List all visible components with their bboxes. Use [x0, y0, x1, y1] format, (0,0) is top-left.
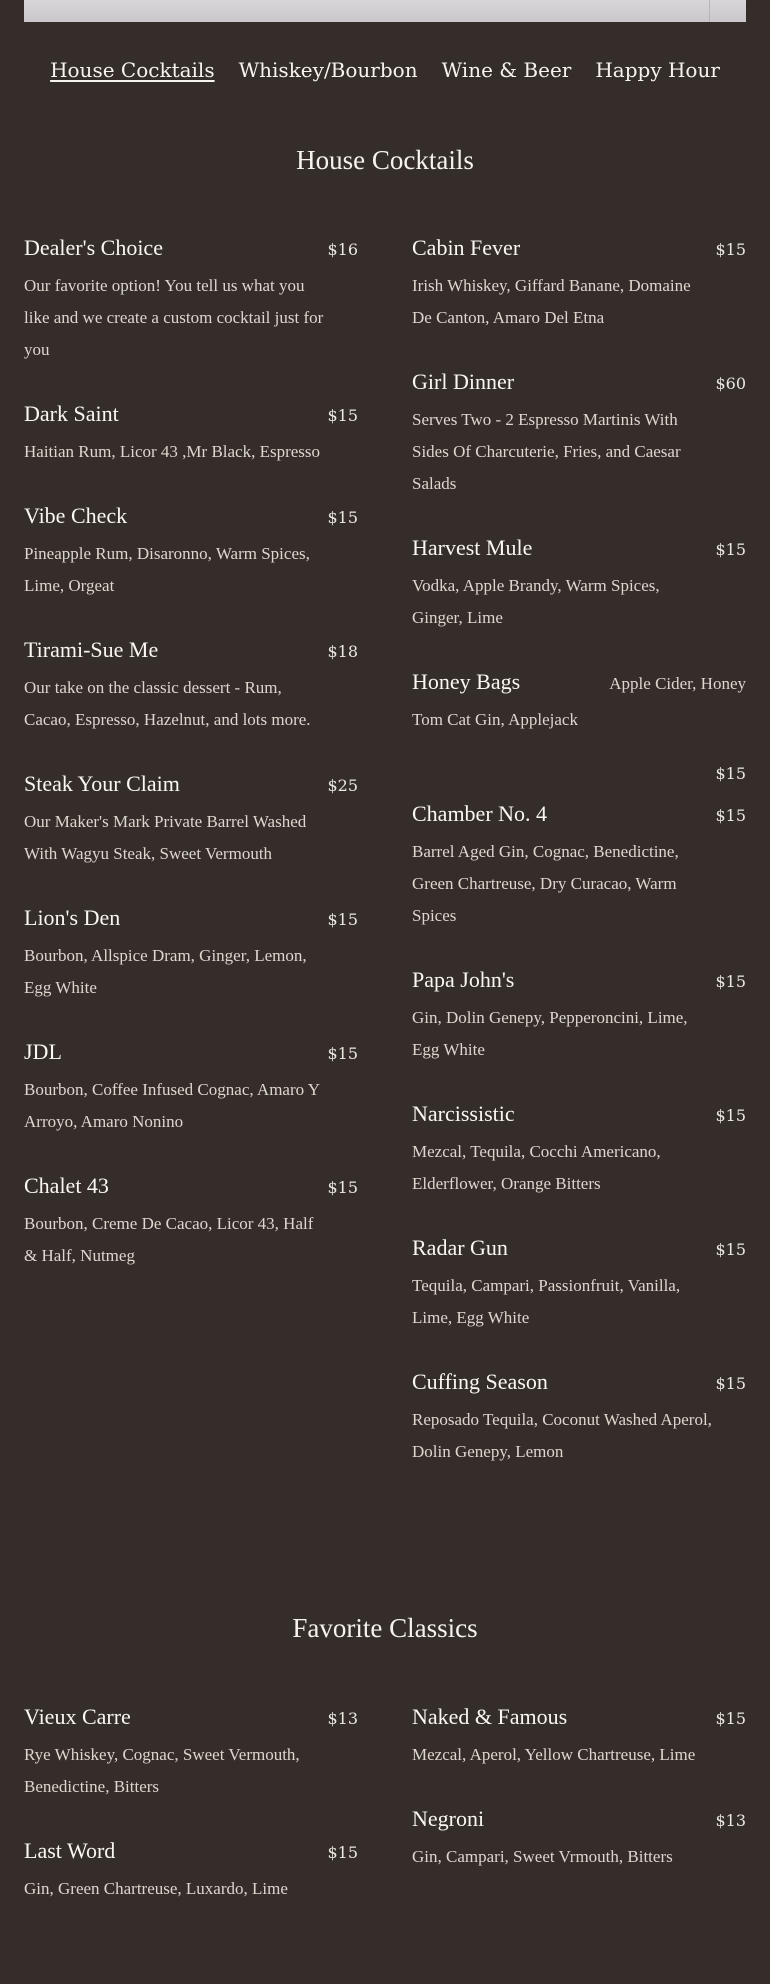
menu-item: [24, 636, 358, 736]
menu-item-name: JDL: [24, 1039, 62, 1064]
menu-item: [412, 1234, 746, 1334]
menu-item: [24, 502, 358, 602]
menu-item: [24, 770, 358, 870]
menu-item-name: Harvest Mule: [412, 535, 533, 560]
section-title-house-cocktails: House Cocktails: [296, 145, 474, 175]
menu-item: [24, 400, 358, 468]
menu-item-price: $60: [715, 374, 746, 393]
nav-wine-beer[interactable]: Wine & Beer: [441, 58, 572, 82]
menu-item-header: [412, 1100, 746, 1128]
menu-item-header: [24, 1703, 358, 1731]
menu-item-price: $15: [327, 508, 358, 527]
menu-item-header: [412, 1805, 746, 1833]
menu-item-description: Bourbon, Coffee Infused Cognac, Amaro Y Arroyo, Amaro Nonino: [24, 1080, 320, 1131]
menu-item-price: $15: [715, 1240, 746, 1259]
menu-item-description: Reposado Tequila, Coconut Washed Aperol, Dolin Genepy, Lemon: [412, 1410, 712, 1461]
menu-item-name: Honey Bags: [412, 669, 521, 694]
menu-item-description: Bourbon, Allspice Dram, Ginger, Lemon, Egg White: [24, 946, 307, 997]
house-cocktails-left-column: [24, 234, 358, 1502]
house-cocktails-right-column: [412, 234, 746, 1502]
nav-whiskey-bourbon[interactable]: Whiskey/Bourbon: [238, 58, 418, 82]
menu-item-header: [412, 368, 746, 396]
menu-item: [24, 1837, 358, 1905]
menu-item-header: [24, 770, 358, 798]
menu-item-header: [24, 1837, 358, 1865]
menu-item-description: Vodka, Apple Brandy, Warm Spices, Ginger, Lime: [412, 576, 660, 627]
menu-item-name: Dealer's Choice: [24, 235, 163, 260]
menu-item-description: Irish Whiskey, Giffard Banane, Domaine De Canton, Amaro Del Etna: [412, 276, 691, 327]
menu-item: [24, 1172, 358, 1272]
menu-item-name: Radar Gun: [412, 1235, 508, 1260]
menu-item-price: $15: [715, 240, 746, 259]
menu-item-description: Tom Cat Gin, Applejack: [412, 710, 578, 729]
menu-item-price: $15: [715, 540, 746, 559]
menu-item-price: $15: [715, 806, 746, 825]
menu-item: [412, 368, 746, 500]
menu-item: [24, 1038, 358, 1138]
menu-item-price: $15: [715, 1106, 746, 1125]
menu-item-price: $15: [327, 910, 358, 929]
menu-category-nav: [0, 56, 770, 84]
menu-item-name: Last Word: [24, 1838, 116, 1863]
menu-item-name: Narcissistic: [412, 1101, 515, 1126]
menu-item-header: [412, 668, 746, 698]
menu-item-header: [412, 1368, 746, 1396]
menu-item-price: $15: [715, 972, 746, 991]
menu-item: [24, 234, 358, 366]
menu-item-description: Our favorite option! You tell us what you like and we create a custom cocktail just for you: [24, 276, 324, 359]
menu-item-price: $15: [327, 1044, 358, 1063]
menu-item-price: $15: [715, 764, 746, 783]
menu-item-header: [412, 800, 746, 828]
favorite-classics-right-column: [412, 1703, 746, 1939]
menu-item-name: Chamber No. 4: [412, 801, 548, 826]
house-cocktails-columns: [24, 234, 746, 1502]
menu-item-honey-bags: [412, 668, 746, 794]
menu-item: [412, 1805, 746, 1873]
menu-item-header: [412, 1703, 746, 1731]
menu-item: [24, 1703, 358, 1803]
menu-item-name: Cabin Fever: [412, 235, 521, 260]
menu-item-name: Tirami-Sue Me: [24, 637, 159, 662]
menu-item-header: [24, 400, 358, 428]
menu-item-name: Papa John's: [412, 967, 515, 992]
menu-item-header: [412, 1234, 746, 1262]
menu-item-price: $25: [327, 776, 358, 795]
menu-item-description: Bourbon, Creme De Cacao, Licor 43, Half & Half, Nutmeg: [24, 1214, 314, 1265]
menu-item-description: Rye Whiskey, Cognac, Sweet Vermouth, Benedictine, Bitters: [24, 1745, 300, 1796]
menu-item-header: [24, 1038, 358, 1066]
section-title-favorite-classics: Favorite Classics: [292, 1613, 478, 1643]
menu-item: [412, 234, 746, 334]
menu-item-header: [412, 534, 746, 562]
hero-image-strip: [24, 0, 746, 22]
menu-item: [412, 1703, 746, 1771]
menu-item: [412, 1368, 746, 1468]
menu-item-description: Gin, Dolin Genepy, Pepperoncini, Lime, Egg White: [412, 1008, 688, 1059]
nav-house-cocktails[interactable]: House Cocktails: [50, 58, 215, 82]
menu-item-description: Haitian Rum, Licor 43 ,Mr Black, Espresso: [24, 442, 321, 461]
menu-item-description: Our take on the classic dessert - Rum, Cacao, Espresso, Hazelnut, and lots more.: [24, 678, 311, 729]
menu-item-header: [24, 904, 358, 932]
menu-item: [412, 1100, 746, 1200]
menu-item-description: Mezcal, Tequila, Cocchi Americano, Elderflower, Orange Bitters: [412, 1142, 661, 1193]
menu-item-header: [412, 966, 746, 994]
honey-bags-spacer: [412, 736, 746, 794]
menu-item-price: $15: [715, 1374, 746, 1393]
menu-item-price: $13: [715, 1811, 746, 1830]
menu-item-name: Naked & Famous: [412, 1704, 568, 1729]
menu-item-description: Serves Two - 2 Espresso Martinis With Sides Of Charcuterie, Fries, and Caesar Salads: [412, 410, 681, 493]
menu-item-header: [412, 234, 746, 262]
menu-item-price: $15: [715, 1709, 746, 1728]
menu-item-price: $13: [327, 1709, 358, 1728]
menu-item-name: Vieux Carre: [24, 1704, 131, 1729]
menu-item: [412, 800, 746, 932]
menu-item-price: $15: [327, 406, 358, 425]
menu-item: [412, 966, 746, 1066]
menu-item-price: $16: [327, 240, 358, 259]
nav-happy-hour[interactable]: Happy Hour: [595, 58, 720, 82]
favorite-classics-left-column: [24, 1703, 358, 1939]
favorite-classics-columns: [24, 1703, 746, 1939]
menu-item-name: Vibe Check: [24, 503, 128, 528]
menu-item-header: [24, 234, 358, 262]
menu-item-header: [24, 636, 358, 664]
menu-item: [412, 534, 746, 634]
menu-item-description: Tequila, Campari, Passionfruit, Vanilla, Lime, Egg White: [412, 1276, 681, 1327]
menu-item-price: $18: [327, 642, 358, 661]
menu-item-description: Pineapple Rum, Disaronno, Warm Spices, Lime, Orgeat: [24, 544, 310, 595]
menu-item-name: Chalet 43: [24, 1173, 109, 1198]
menu-item-description: Our Maker's Mark Private Barrel Washed With Wagyu Steak, Sweet Vermouth: [24, 812, 307, 863]
menu-item-description: Gin, Green Chartreuse, Luxardo, Lime: [24, 1879, 288, 1898]
menu-item-name: Negroni: [412, 1806, 485, 1831]
menu-item-header: [24, 502, 358, 530]
menu-item: [24, 904, 358, 1004]
menu-item-price: $15: [327, 1843, 358, 1862]
menu-item-description: Barrel Aged Gin, Cognac, Benedictine, Green Chartreuse, Dry Curacao, Warm Spices: [412, 842, 679, 925]
menu-item-header: [24, 1172, 358, 1200]
menu-item-description: Mezcal, Aperol, Yellow Chartreuse, Lime: [412, 1745, 696, 1764]
menu-item-description-inline: Apple Cider, Honey: [609, 674, 746, 693]
menu-item-name: Girl Dinner: [412, 369, 515, 394]
menu-item-description: Gin, Campari, Sweet Vrmouth, Bitters: [412, 1847, 673, 1866]
menu-item-name: Lion's Den: [24, 905, 121, 930]
menu-item-name: Steak Your Claim: [24, 771, 180, 796]
menu-item-name: Dark Saint: [24, 401, 119, 426]
menu-item-price: $15: [327, 1178, 358, 1197]
menu-item-name: Cuffing Season: [412, 1369, 548, 1394]
